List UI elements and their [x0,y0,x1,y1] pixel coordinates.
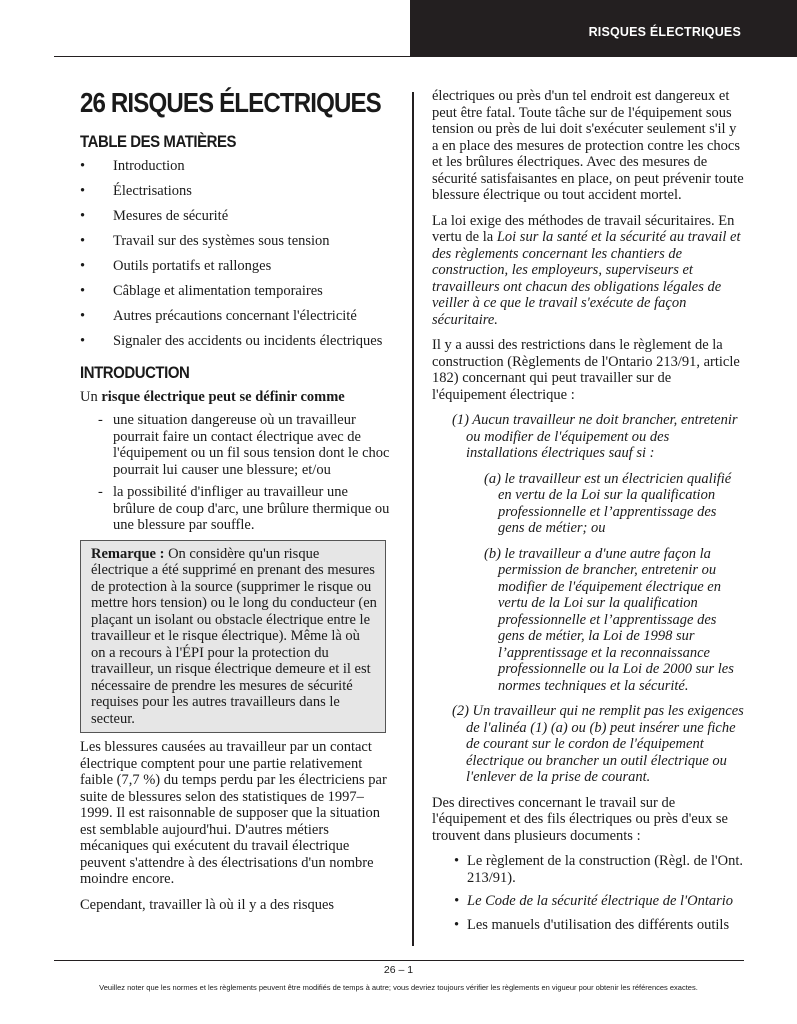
toc-item [80,183,393,200]
regulation-clause: (1) Aucun travailleur ne doit brancher, entretenir ou modifier de l'équipement ou des installations électriques sauf si : [452,412,738,461]
documents-item-text: Le Code de la sécurité électrique de l'Ontario [467,893,734,909]
law-intro-text: La loi exige des méthodes de travail sécuritaires. En vertu de la [432,212,735,245]
body-paragraph [432,213,744,329]
column-divider [412,92,414,946]
toc-item [80,208,393,225]
bullet: • [454,893,460,909]
toc-item-label: Électrisations [113,183,192,199]
documents-item-text: Le règlement de la construction (Règl. de l'Ont. 213/91). [467,853,744,886]
documents-item [454,853,744,886]
definition-list [80,412,393,534]
toc-item-label: Travail sur des systèmes sous tension [113,233,330,249]
intro-lead [80,389,393,406]
toc-item-label: Signaler des accidents ou incidents électriques [113,333,383,349]
note-text: On considère qu'un risque électrique a été supprimé en prenant des mesures de protection à la source (supprimer le risque ou mettre hors tension) ou le long du conducteur (en plaçant un isolant ou obstacle électrique entre le travailleur et le risque électrique). Même là où on a recours à l'ÉPI pour la protection du travailleur, un risque électrique demeure et il est nécessaire de prendre les mesures de sécurité requises pour les autres travailleurs dans le secteur. [91,545,377,727]
bullet: • [80,158,86,174]
toc-item [80,233,393,250]
toc-item [80,333,393,350]
documents-item [454,893,744,910]
header-title: RISQUES ÉLECTRIQUES [588,25,741,39]
note-box [80,540,386,734]
law-name-italic: Loi sur la santé et la sécurité au travail et des règlements concernant les chantiers de construction, les employeurs, superviseurs et travailleurs ont chacun des obligations légales de veiller à ce que le travail s'exécute de façon sécuritaire. [432,229,741,328]
regulation-subclause: (a) le travailleur est un électricien qualifié en vertu de la Loi sur la qualification professionnelle et l’apprentissage des gens de métier; ou [484,470,732,536]
body-paragraph: électriques ou près d'un tel endroit est dangereux et peut être fatal. Toute tâche sur de l'équipement sous tension ou près de lui doit s'exécuter seulement s'il y a en place des mesures de protection contre les chocs et les brûlures électriques. Avec des mesures de sécurité satisfaisantes en place, on peut prévenir toute blessure électrique ou tout accident mortel. [432,88,744,203]
left-column [80,88,393,913]
intro-lead-bold: risque électrique peut se définir comme [101,388,345,405]
intro-paragraph: Cependant, travailler là où il y a des risques [80,896,335,913]
bullet: • [80,308,86,324]
toc-item [80,308,393,325]
definition-item [98,412,393,478]
documents-item [454,917,744,934]
page-number: 26 – 1 [383,964,414,976]
definition-item [98,484,393,534]
toc-item [80,258,393,275]
documents-list [432,853,744,933]
regulation-quote [432,412,744,786]
toc-heading: TABLE DES MATIÈRES [80,132,237,151]
toc-list [80,158,393,350]
toc-item-label: Introduction [113,158,185,174]
bullet: • [80,283,86,299]
body-paragraph: Des directives concernant le travail sur de l'équipement et des fils électriques ou près d'eux se trouvent dans plusieurs documents : [432,794,728,844]
definition-text: une situation dangereuse où un travailleur pourrait faire un contact électrique avec de l'équipement ou un fil sous tension dont le choc pourrait lui causer une blessure; et/ou [113,412,390,478]
regulation-subclause: (b) le travailleur a d'une autre façon la permission de brancher, entretenir ou modifier de l'équipement électrique en vertu de la Loi sur la qualification professionnelle et l’apprentissage des gens de métier, la Loi de 1998 sur l’apprentissage et la reconnaissance professionnelle ou la Loi de 2000 sur les normes techniques et la sécurité. [484,545,734,694]
intro-paragraph: Les blessures causées au travailleur par un contact électrique comptent pour une partie relativement faible (7,7 %) du temps perdu par les électriciens par suite de blessures selon des statistiques de 1997–1999. Il est raisonnable de supposer que la situation est semblable aujourd'hui. D'autres métiers mécaniques qui exécutent du travail électrique peuvent s'attendre à des électrisations d'un nombre moindre encore. [80,739,387,887]
chapter-title: 26 RISQUES ÉLECTRIQUES [80,87,381,118]
intro-heading: INTRODUCTION [80,362,190,382]
bullet: • [80,208,86,224]
bullet: • [80,258,86,274]
intro-lead-prefix: Un [80,388,102,405]
toc-item-label: Autres précautions concernant l'électricité [113,308,357,324]
regulation-clause: (2) Un travailleur qui ne remplit pas les exigences de l'alinéa (1) (a) ou (b) peut insérer une fiche de courant sur le cordon de l'équipement électrique ou brancher un outil électrique ou l'enlever de la prise de courant. [452,703,744,785]
documents-item-text: Les manuels d'utilisation des différents outils [467,916,730,933]
bullet: • [454,916,460,933]
definition-text: la possibilité d'infliger au travailleur une brûlure de coup d'arc, une brûlure thermique ou une blessure par souffle. [113,484,390,533]
toc-item-label: Outils portatifs et rallonges [113,258,272,274]
toc-item [80,283,393,300]
body-paragraph: Il y a aussi des restrictions dans le règlement de la construction (Règlements de l'Ontario 213/91, article 182) concernant qui peut travailler sur de l'équipement électrique : [432,337,740,403]
dash: - [98,484,103,500]
dash: - [98,412,103,428]
header-bar [410,0,797,57]
right-column [432,88,744,940]
footer-note: Veuillez noter que les normes et les règlements peuvent être modifiés de temps à autre; vous devriez toujours vérifier les règlements en vigueur pour obtenir les références exactes. [99,983,698,992]
toc-item [80,158,393,175]
footer-rule [54,960,744,961]
bullet: • [454,853,460,869]
note-label: Remarque : [91,545,165,562]
bullet: • [80,183,86,199]
bullet: • [80,233,86,249]
toc-item-label: Câblage et alimentation temporaires [113,283,323,299]
header-rule [54,56,410,57]
toc-item-label: Mesures de sécurité [113,208,229,224]
bullet: • [80,333,86,349]
